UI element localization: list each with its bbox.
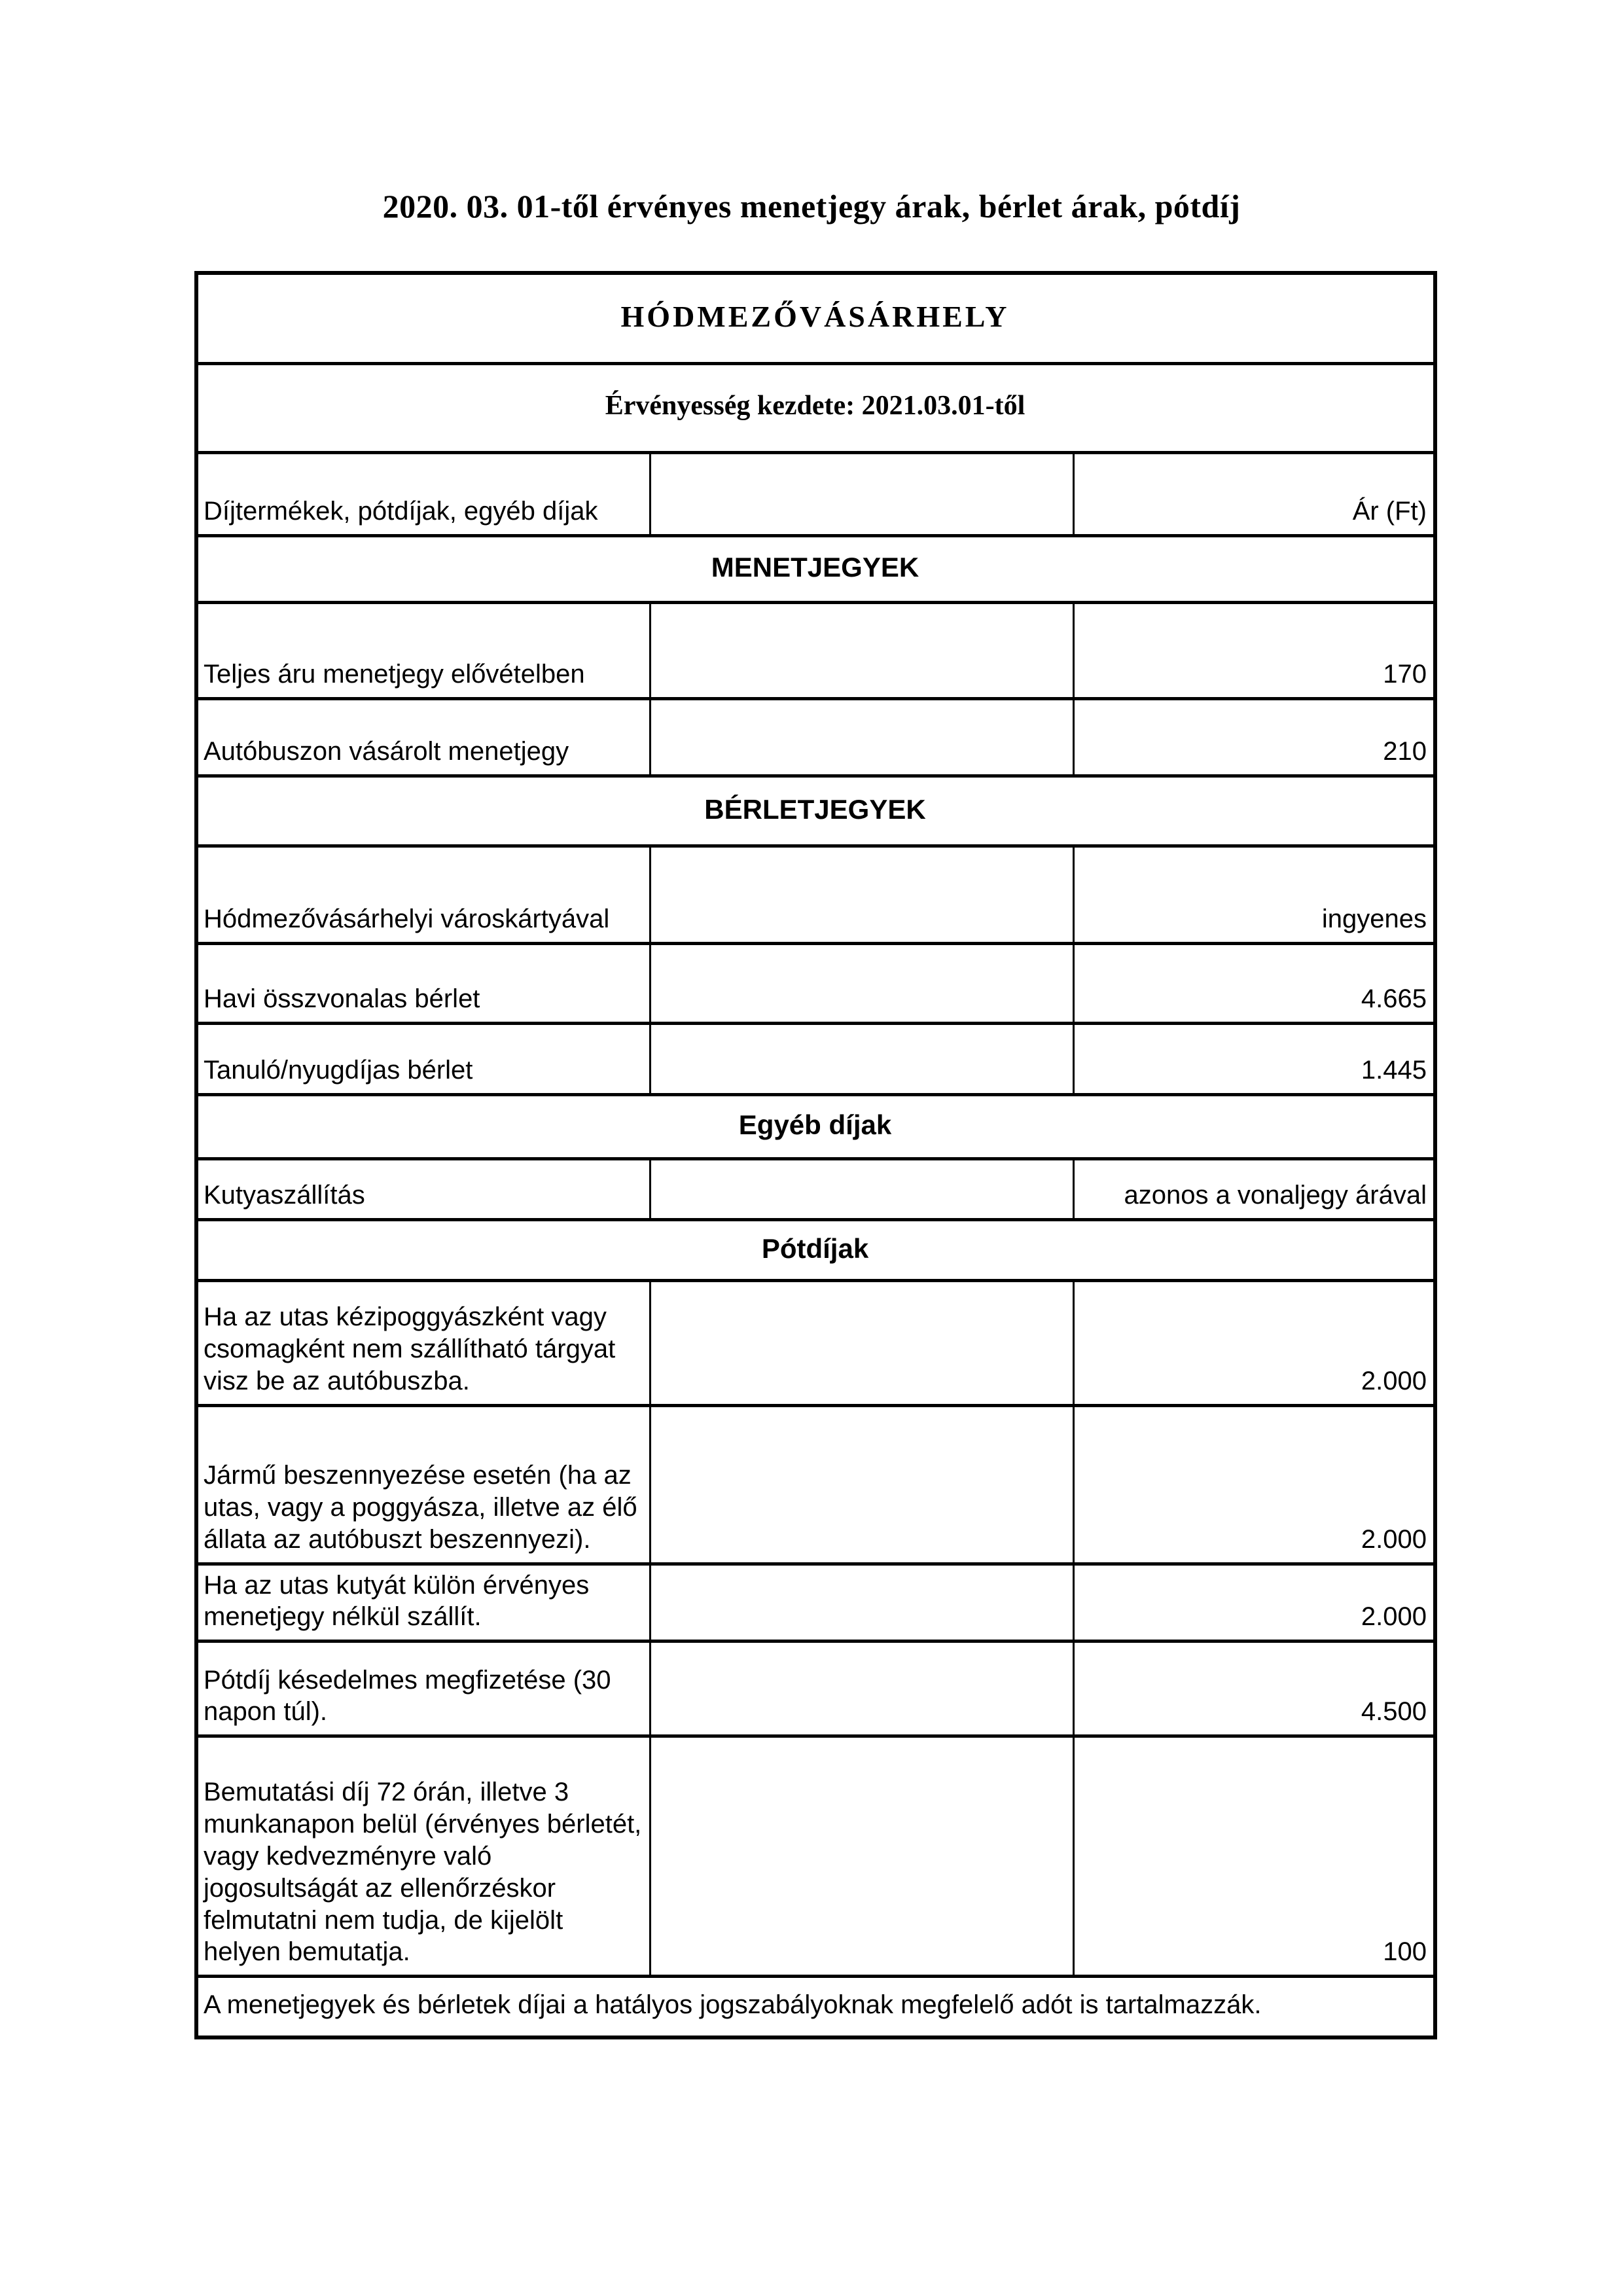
section-title-egyeb-dijak: Egyéb díjak bbox=[196, 1094, 1435, 1158]
fee-item-label: Kutyaszállítás bbox=[196, 1158, 650, 1219]
table-row bbox=[196, 1405, 1435, 1564]
fee-item-label: Tanuló/nyugdíjas bérlet bbox=[196, 1023, 650, 1094]
product-column-header: Díjtermékek, pótdíjak, egyéb díjak bbox=[196, 452, 650, 535]
empty-cell bbox=[650, 1023, 1073, 1094]
fee-item-value: 170 bbox=[1073, 602, 1435, 698]
table-row bbox=[196, 846, 1435, 943]
fee-item-value: 2.000 bbox=[1073, 1564, 1435, 1641]
fee-item-label: Havi összvonalas bérlet bbox=[196, 943, 650, 1023]
table-row bbox=[196, 943, 1435, 1023]
empty-cell bbox=[650, 1405, 1073, 1564]
empty-cell bbox=[650, 698, 1073, 776]
section-header-row bbox=[196, 535, 1435, 602]
section-title-potdijak: Pótdíjak bbox=[196, 1219, 1435, 1280]
fee-item-value: ingyenes bbox=[1073, 846, 1435, 943]
empty-cell bbox=[650, 452, 1073, 535]
fee-item-value: 2.000 bbox=[1073, 1405, 1435, 1564]
fee-item-label: Ha az utas kutyát külön érvényes menetjegy nélkül szállít. bbox=[196, 1564, 650, 1641]
footer-note-row bbox=[196, 1977, 1435, 2037]
section-title-menetjegyek: MENETJEGYEK bbox=[196, 535, 1435, 602]
validity-header-row bbox=[196, 363, 1435, 452]
fare-table bbox=[194, 271, 1437, 2039]
empty-cell bbox=[650, 602, 1073, 698]
section-header-row bbox=[196, 1094, 1435, 1158]
section-header-row bbox=[196, 1219, 1435, 1280]
fee-item-value: azonos a vonaljegy árával bbox=[1073, 1158, 1435, 1219]
fee-item-value: 4.500 bbox=[1073, 1641, 1435, 1736]
footer-note: A menetjegyek és bérletek díjai a hatályos jogszabályoknak megfelelő adót is tartalmazzák. bbox=[196, 1977, 1435, 2037]
section-title-berletjegyek: BÉRLETJEGYEK bbox=[196, 776, 1435, 846]
table-row bbox=[196, 698, 1435, 776]
table-row bbox=[196, 1736, 1435, 1977]
empty-cell bbox=[650, 1280, 1073, 1405]
fee-item-value: 210 bbox=[1073, 698, 1435, 776]
region-header: HÓDMEZŐVÁSÁRHELY bbox=[196, 273, 1435, 363]
table-row bbox=[196, 1641, 1435, 1736]
empty-cell bbox=[650, 1736, 1073, 1977]
fee-item-label: Jármű beszennyezése esetén (ha az utas, vagy a poggyásza, illetve az élő állata az autóbuszt beszennyezi). bbox=[196, 1405, 650, 1564]
empty-cell bbox=[650, 1158, 1073, 1219]
fee-item-label: Hódmezővásárhelyi városkártyával bbox=[196, 846, 650, 943]
table-row bbox=[196, 1564, 1435, 1641]
section-header-row bbox=[196, 776, 1435, 846]
table-row bbox=[196, 1158, 1435, 1219]
table-row bbox=[196, 602, 1435, 698]
empty-cell bbox=[650, 1564, 1073, 1641]
fee-item-label: Ha az utas kézipoggyászként vagy csomagként nem szállítható tárgyat visz be az autóbuszba. bbox=[196, 1280, 650, 1405]
empty-cell bbox=[650, 1641, 1073, 1736]
empty-cell bbox=[650, 846, 1073, 943]
fee-item-label: Teljes áru menetjegy elővételben bbox=[196, 602, 650, 698]
page-title: 2020. 03. 01-től érvényes menetjegy árak, bérlet árak, pótdíj bbox=[382, 188, 1241, 224]
fee-item-value: 4.665 bbox=[1073, 943, 1435, 1023]
validity-header: Érvényesség kezdete: 2021.03.01-től bbox=[196, 363, 1435, 452]
fee-item-label: Autóbuszon vásárolt menetjegy bbox=[196, 698, 650, 776]
price-column-header: Ár (Ft) bbox=[1073, 452, 1435, 535]
region-header-row bbox=[196, 273, 1435, 363]
fee-item-label: Bemutatási díj 72 órán, illetve 3 munkanapon belül (érvényes bérletét, vagy kedvezményre való jogosultságát az ellenőrzéskor felmutatni nem tudja, de kijelölt helyen bemutatja. bbox=[196, 1736, 650, 1977]
empty-cell bbox=[650, 943, 1073, 1023]
table-row bbox=[196, 1280, 1435, 1405]
table-row bbox=[196, 1023, 1435, 1094]
fee-item-label: Pótdíj késedelmes megfizetése (30 napon túl). bbox=[196, 1641, 650, 1736]
fee-item-value: 2.000 bbox=[1073, 1280, 1435, 1405]
fee-item-value: 1.445 bbox=[1073, 1023, 1435, 1094]
fee-item-value: 100 bbox=[1073, 1736, 1435, 1977]
column-header-row bbox=[196, 452, 1435, 535]
